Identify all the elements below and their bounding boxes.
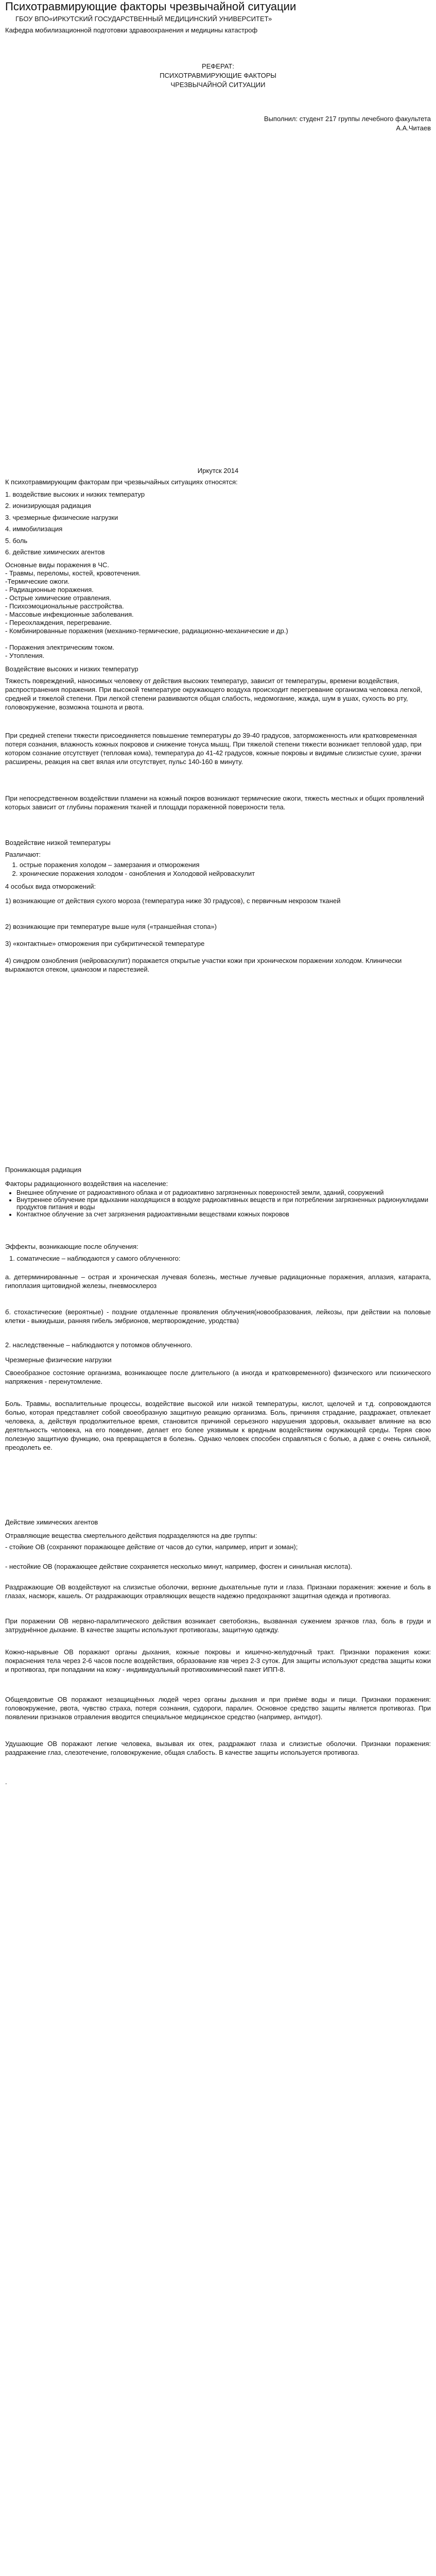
lesion-item: - Радиационные поражения. [5,586,94,594]
document-title: Психотравмирующие факторы чрезвычайной ситуации [5,0,297,13]
university-name: ГБОУ ВПО«ИРКУТСКИЙ ГОСУДАРСТВЕННЫЙ МЕДИЦИНСКИЙ УНИВЕРСИТЕТ» [15,15,272,23]
factor-item: 1. воздействие высоких и низких температур [5,490,145,498]
radiation-factors-list [5,1189,431,1218]
cold-intro: Различают: [5,851,41,858]
radiation-effect-deterministic: а. детерминированные – острая и хроническая лучевая болезнь, местные лучевые радиационные поражения, аплазия, катаракта, гипоплазия щитовидной железы, пневмосклероз [5,1273,431,1290]
lesion-item: - Травмы, переломы, костей, кровотечения. [5,569,141,577]
radiation-effect-stochastic: б. стохастические (вероятные) - поздние отдаленные проявления облучения(новообразования, лейкозы, при действии на половые клетки - выкидыши, ранняя гибель эмбрионов, мертворождение, уродства) [5,1308,431,1325]
chemical-paragraph: - стойкие ОВ (сохраняют поражающее действие от часов до сутки, например, иприт и зоман); [5,1543,298,1551]
trailing-mark: . [5,1778,7,1786]
chemical-paragraph: Кожно-нарывные ОВ поражают органы дыхания, кожные покровы и кишечно-желудочный тракт. Признаки поражения кожи: покраснения тела через 2-6 часов после воздействия, образование язв через 2-3 суток. Для защиты используют средства защиты кожи и противогаз, при попадании на кожу - индивидуальный противохимический пакет ИПП-8. [5,1648,431,1673]
cold-types-list [5,860,431,878]
intro-text: К психотравмирующим факторам при чрезвычайных ситуациях относятся: [5,478,238,486]
lesion-item: - Массовые инфекционные заболевания. [5,611,134,618]
lesion-item: - Поражения электрическим током. [5,643,115,651]
physical-load-heading: Чрезмерные физические нагрузки [5,1356,112,1364]
essay-label: РЕФЕРАТ: [202,62,234,70]
chemical-subheading: Отравляющие вещества смертельного действия подразделяются на две группы: [5,1532,257,1539]
frostbite-type: 3) «контактные» отморожения при субкритической температуре [5,940,205,947]
radiation-factor-item: • Контактное облучение за счет загрязнения радиоактивными веществами кожных покровов [16,1211,431,1218]
chemical-paragraph: - нестойкие ОВ (поражающее действие сохраняется несколько минут, например, фосген и синильная кислота). [5,1563,353,1570]
high-temp-paragraph-1: Тяжесть повреждений, наносимых человеку от действия высоких температур, зависит от температуры, времени воздействия, распространения поражения. При высокой температуре окружающего воздуха происходит перегревание организма человека легкой, средней и тяжелой степени. При легкой степени развиваются общая слабость, недомогание, жажда, шум в ушах, сухость во рту, головокружение, возможна тошнота и рвота. [5,677,423,711]
lesion-item: - Переохлаждения, перегревание. [5,619,112,626]
factor-item: 6. действие химических агентов [5,548,105,556]
author-line-1: Выполнил: студент 217 группы лечебного факультета [264,115,431,123]
radiation-factors-heading: Факторы радиационного воздействия на население: [5,1180,168,1188]
factor-item: 2. ионизирующая радиация [5,502,91,510]
factor-item: 3. чрезмерные физические нагрузки [5,514,118,521]
high-temp-paragraph-3: При непосредственном воздействии пламени на кожный покров возникают термические ожоги, тяжесть местных и общих проявлений которых зависит от глубины поражения тканей и площади пораженной поверхности тела. [5,794,424,811]
radiation-effect-hereditary: 2. наследственные – наблюдаются у потомков облученного. [5,1341,193,1349]
cold-type-item: 2. хронические поражения холодом - ознобления и Холодовой нейроваскулит [20,869,431,878]
cold-type-item: 1. острые поражения холодом – замерзания и отморожения [20,860,431,869]
lesion-item: - Утопления. [5,652,45,659]
radiation-factor-item: • Внутреннее облучение при вдыхании находящихся в воздухе радиоактивных веществ и при потреблении загрязненных радионуклидами продуктов питания и воды [16,1196,431,1211]
lesion-item: - Комбинированные поражения (механико-термические, радиационно-механические и др.) [5,627,288,635]
frostbite-type: 4) синдром ознобления (нейроваскулит) поражается открытые участки кожи при хроническом поражении холодом. Клинически выражаются отеком, цианозом и парестезией. [5,957,402,973]
department-name: Кафедра мобилизационной подготовки здравоохранения и медицины катастроф [5,26,258,34]
essay-title-line-2: ЧРЕЗВЫЧАЙНОЙ СИТУАЦИИ [170,81,266,89]
radiation-effect-somatic: 1. соматические – наблюдаются у самого облученного: [9,1255,181,1262]
lesion-item: -Термические ожоги. [5,578,70,585]
chemical-paragraph: Общеядовитые ОВ поражают незащищённых людей через органы дыхания и при приёме воды и пищи. Признаки поражения: головокружение, рвота, чувство страха, потеря сознания, судороги, паралич. Основное средство защиты является противогаз. При появлении признаков отравления вводится специальное медицинское средство (например, антидот). [5,1696,431,1721]
frostbite-type: 1) возникающие от действия сухого мороза (температура ниже 30 градусов), с первичным некрозом тканей [5,897,341,905]
chemical-heading: Действие химических агентов [5,1518,98,1526]
frostbite-heading: 4 особых вида отморожений: [5,883,96,890]
lesion-item: - Острые химические отравления. [5,594,112,602]
chemical-paragraph: Раздражающие ОВ воздействуют на слизистые оболочки, верхние дыхательные пути и глаза. Признаки поражения: жжение и боль в глазах, насморк, кашель. От раздражающих отравляющих веществ надежно предохраняют защитная одежда и противогаз. [5,1583,431,1600]
factor-item: 4. иммобилизация [5,525,63,533]
lesion-item: - Психоэмоциональные расстройства. [5,602,124,610]
chemical-paragraph: При поражении ОВ нервно-паралитического действия возникает светобоязнь, вызванная сужением зрачков глаз, боль в груди и затруднённое дыхание. В качестве защиты используют противогазы, защитную одежду. [5,1617,431,1634]
physical-load-paragraph: Своеобразное состояние организма, возникающее после длительного (а иногда и кратковременного) физического или психического напряжения - перенутомление. [5,1369,431,1385]
city-year: Иркутск 2014 [197,467,239,474]
essay-title-line-1: ПСИХОТРАВМИРУЮЩИЕ ФАКТОРЫ [160,72,276,79]
high-low-temp-heading: Воздействие высоких и низких температур [5,665,138,673]
cold-heading: Воздействие низкой температуры [5,839,111,846]
radiation-heading: Проникающая радиация [5,1166,82,1174]
frostbite-type: 2) возникающие при температуре выше нуля («траншейная стопа») [5,923,217,930]
pain-paragraph: Боль. Травмы, воспалительные процессы, воздействие высокой или низкой температуры, кислот, щелочей и т.д. сопровождаются болью, которая представляет собой своеобразную защитную реакцию организма. Боль, причиняя страдание, раздражает, отвлекает человека, а, действуя продолжительное время, становится причиной серьезного нарушения здоровья, оказывает влияние на всю деятельность человека, на его поведение, делает его более уязвимым к вредным воздействиям окружающей среды. Теряя свою полезную защитную функцию, она превращается в болезнь. Однако человек способен справляться с болью, а даже с очень сильной, преодолеть ее. [5,1400,431,1451]
chemical-paragraph: Удушающие ОВ поражают легкие человека, вызывая их отек, раздражают глаза и слизистые оболочки. Признаки поражения: раздражение глаз, слезотечение, головокружение, общая слабость. В качестве защиты используется противогаз. [5,1740,431,1756]
factor-item: 5. боль [5,537,28,545]
lesions-heading: Основные виды поражения в ЧС. [5,561,109,569]
author-line-2: А.А.Читаев [396,124,431,132]
high-temp-paragraph-2: При средней степени тяжести присоединяется повышение температуры до 39-40 градусов, заторможенность или кратковременная потеря сознания, влажность кожных покровов и снижение тонуса мышц. При тяжелой степени тяжести возникает тепловой удар, при котором сознание отсутствует (тепловая кома), температура до 41-42 градусов, кожные покровы и видимые слизистые сухие, зрачки расширены, реакция на свет вялая или отсутствует, пульс 140-160 в минуту. [5,732,422,766]
radiation-effects-heading: Эффекты, возникающие после облучения: [5,1243,138,1250]
radiation-factor-item: • Внешнее облучение от радиоактивного облака и от радиоактивно загрязненных поверхностей земли, зданий, сооружений [16,1189,431,1196]
